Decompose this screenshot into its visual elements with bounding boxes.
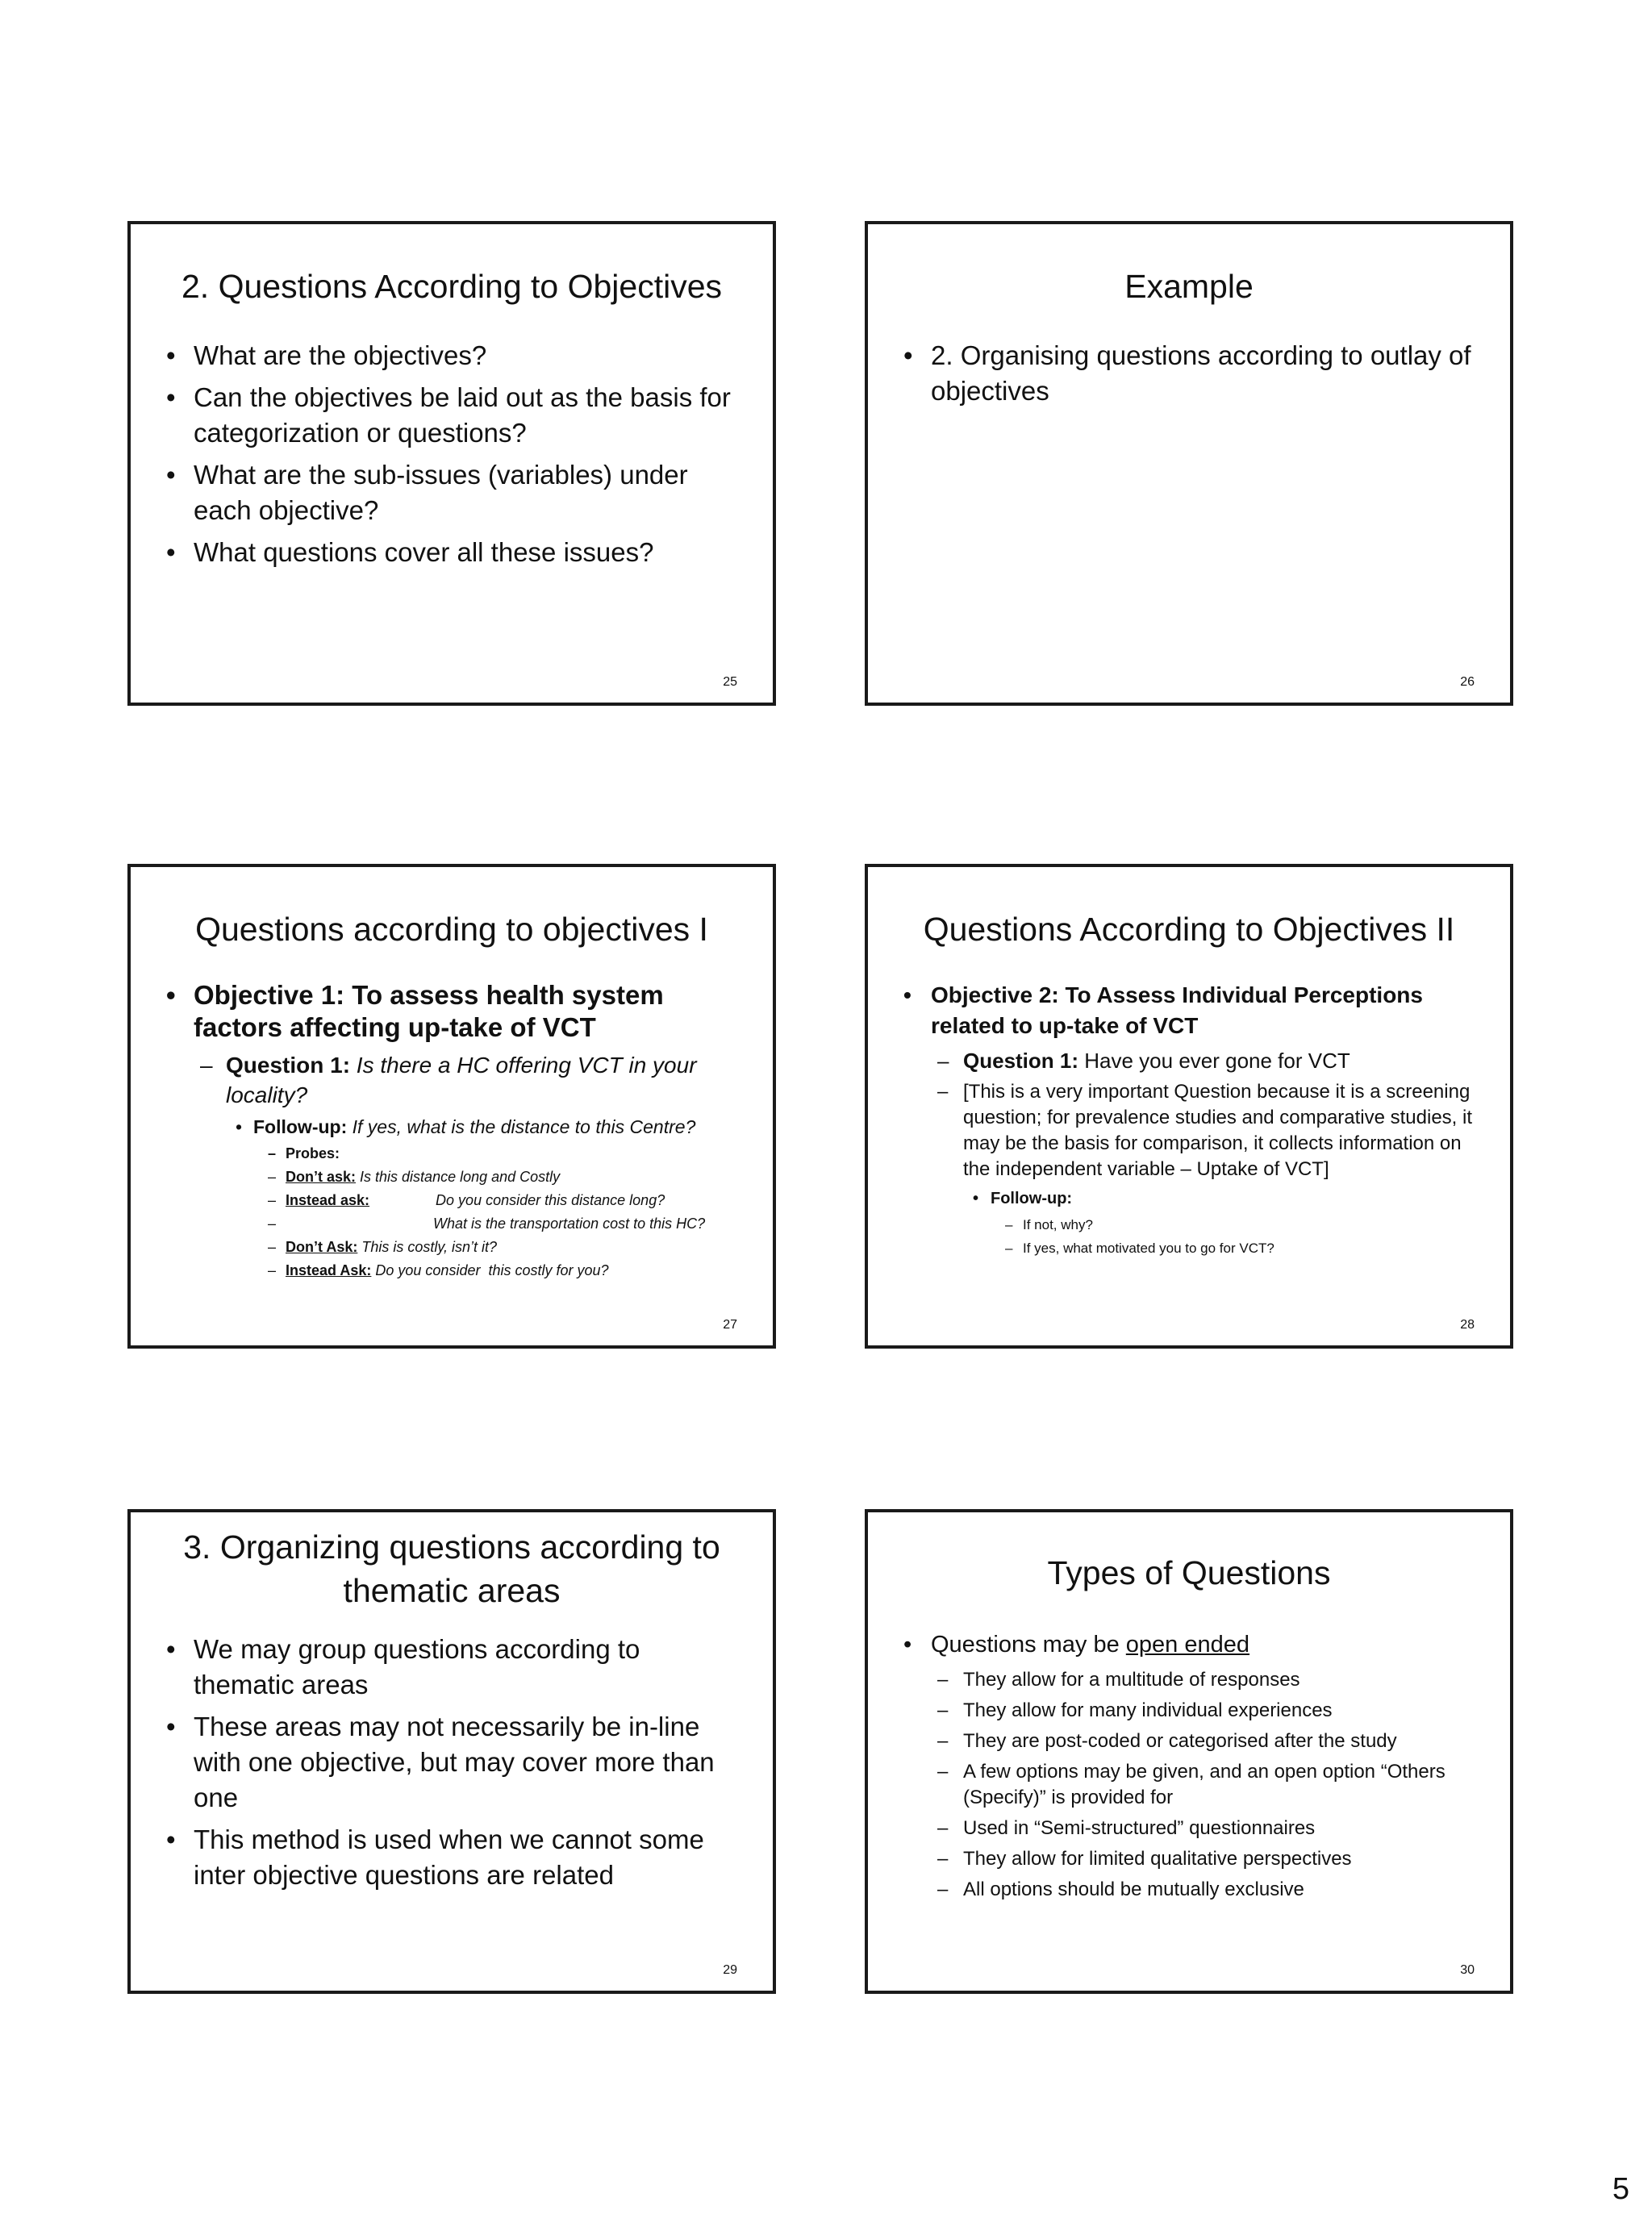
objective-bullet: • Objective 1: To assess health system factors affecting up-take of VCT <box>166 979 744 1044</box>
instead-ask-text: Do you consider this distance long? <box>436 1192 665 1208</box>
question-label: Question 1: <box>963 1049 1079 1073</box>
sub-bullet: – They allow for a multitude of responses <box>937 1667 1481 1693</box>
question-text: Have you ever gone for VCT <box>1084 1049 1350 1073</box>
dont-ask-text: Is this distance long and Costly <box>360 1169 561 1185</box>
instead-ask-text-2: – What is the transportation cost to this HC? <box>268 1212 744 1236</box>
bullet: • This method is used when we cannot some inter objective questions are related <box>166 1822 744 1893</box>
slide-content <box>166 979 744 1282</box>
page-number: 5 <box>1612 2172 1629 2206</box>
question-item <box>200 1050 744 1110</box>
bullet: • What are the sub-issues (variables) under each objective? <box>166 457 744 528</box>
sub-bullet: – They are post-coded or categorised after the study <box>937 1729 1481 1754</box>
slide-number: 25 <box>723 675 737 689</box>
question-text: Is there a HC offering VCT in your locality? <box>226 1053 697 1107</box>
bullet: • 2. Organising questions according to outlay of objectives <box>903 338 1481 409</box>
slide-number: 29 <box>723 1963 737 1977</box>
lead-underlined: open ended <box>1125 1632 1250 1658</box>
sub-bullet: – They allow for limited qualitative perspectives <box>937 1846 1481 1872</box>
sub-bullet: – Used in “Semi-structured” questionnaires <box>937 1816 1481 1841</box>
bullet: • Can the objectives be laid out as the basis for categorization or questions? <box>166 380 744 451</box>
dont-ask-label: Don’t ask: <box>286 1169 357 1185</box>
followup-label: Follow-up: <box>253 1116 348 1137</box>
instead-ask-item <box>268 1189 744 1212</box>
bullet <box>903 1628 1481 1661</box>
bullet: • What questions cover all these issues? <box>166 535 744 570</box>
slide-content <box>903 338 1481 415</box>
slide-title: 2. Questions According to Objectives <box>181 268 722 305</box>
slide-number: 27 <box>723 1318 737 1332</box>
slide-title: Questions According to Objectives II <box>923 911 1455 948</box>
slide-27 <box>127 864 776 1349</box>
probes-label: – Probes: <box>268 1142 744 1166</box>
slide-title: Questions according to objectives I <box>195 911 708 948</box>
followup-item <box>236 1115 744 1139</box>
sub-bullet: – A few options may be given, and an open option “Others (Specify)” is provided for <box>937 1759 1481 1811</box>
slide-number: 30 <box>1460 1963 1475 1977</box>
slide-30 <box>865 1509 1513 1994</box>
followup-item: – If yes, what motivated you to go for VCT? <box>1005 1236 1481 1260</box>
slide-title: Types of Questions <box>1047 1554 1331 1591</box>
instead-ask-item <box>268 1259 744 1282</box>
objective-bullet: • Objective 2: To Assess Individual Perceptions related to up-take of VCT <box>903 980 1481 1041</box>
slide-28 <box>865 864 1513 1349</box>
lead-text: Questions may be <box>931 1632 1126 1658</box>
note-item: – [This is a very important Question because it is a screening question; for prevalence studies and comparative studies, it may be the basis for comparison, it collects information on the independent variable – Uptake of VCT] <box>937 1079 1481 1182</box>
dont-ask-item <box>268 1166 744 1189</box>
sub-bullet: – All options should be mutually exclusive <box>937 1877 1481 1903</box>
bullet: • We may group questions according to thematic areas <box>166 1632 744 1703</box>
slide-25 <box>127 221 776 706</box>
slide-number: 28 <box>1460 1318 1475 1332</box>
bullet: • These areas may not necessarily be in-line with one objective, but may cover more than one <box>166 1709 744 1816</box>
question-label: Question 1: <box>226 1053 351 1078</box>
dont-ask-item <box>268 1236 744 1259</box>
slide-content <box>903 980 1481 1260</box>
instead-ask-text: Do you consider this costly for you? <box>375 1262 609 1278</box>
followup-item: – If not, why? <box>1005 1213 1481 1236</box>
bullet: • What are the objectives? <box>166 338 744 373</box>
slide-content <box>903 1628 1481 1908</box>
slide-29 <box>127 1509 776 1994</box>
slide-title: Example <box>1124 268 1254 305</box>
followup-text: If yes, what is the distance to this Centre? <box>352 1116 696 1137</box>
instead-ask-label: Instead ask: <box>286 1192 370 1208</box>
question-item <box>937 1048 1481 1074</box>
slide-number: 26 <box>1460 675 1475 689</box>
instead-ask-label: Instead Ask: <box>286 1262 372 1278</box>
slide-title: 3. Organizing questions according to thematic areas <box>183 1528 720 1609</box>
slide-content <box>166 1632 744 1899</box>
dont-ask-text: This is costly, isn’t it? <box>361 1239 498 1255</box>
slide-content <box>166 338 744 577</box>
sub-bullet: – They allow for many individual experiences <box>937 1698 1481 1724</box>
dont-ask-label: Don’t Ask: <box>286 1239 358 1255</box>
slide-26 <box>865 221 1513 706</box>
followup-label: • Follow-up: <box>973 1187 1481 1210</box>
